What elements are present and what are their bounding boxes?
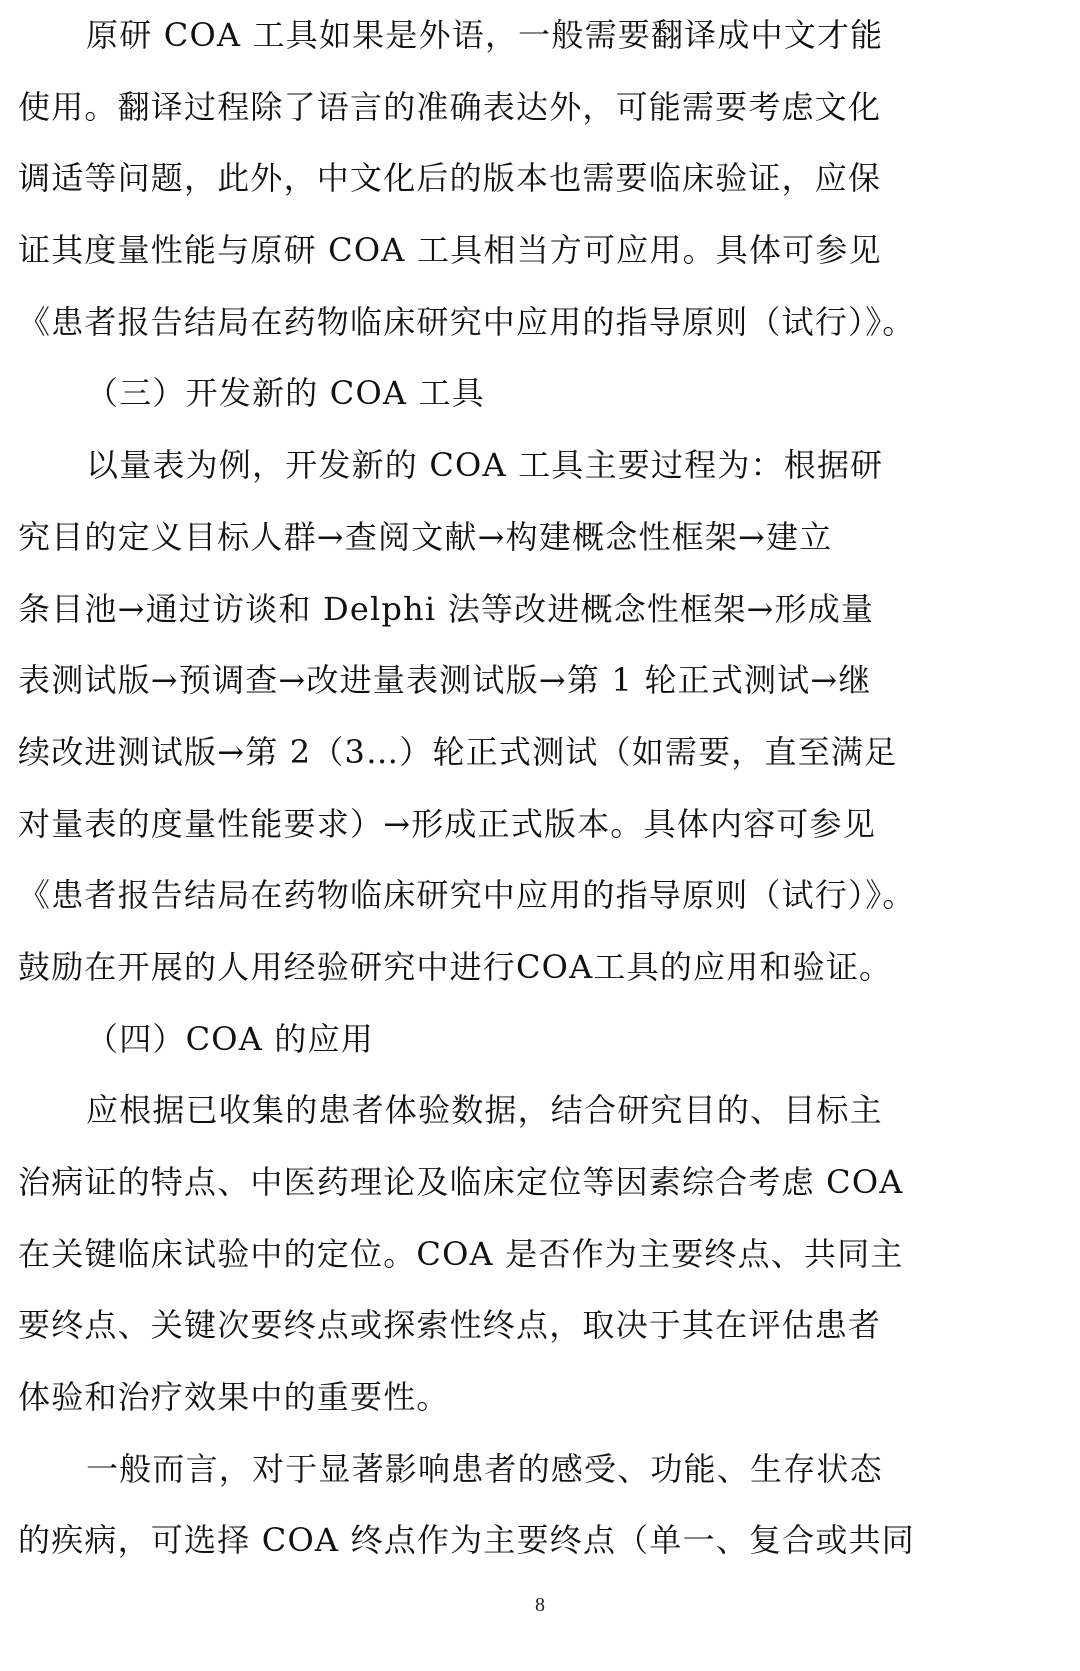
text-line: 《患者报告结局在药物临床研究中应用的指导原则（试行）》。 <box>18 876 916 915</box>
text-line: 要终点、关键次要终点或探索性终点，取决于其在评估患者 <box>18 1306 882 1345</box>
body-text <box>18 0 1058 1577</box>
text-line: 对量表的度量性能要求）→形成正式版本。具体内容可参见 <box>18 804 877 843</box>
text-line: 调适等问题，此外，中文化后的版本也需要临床验证，应保 <box>18 159 882 198</box>
text-line: 条目池→通过访谈和 Delphi 法等改进概念性框架→形成量 <box>18 589 875 628</box>
page-number: 8 <box>535 1594 545 1616</box>
text-line: 的疾病，可选择 COA 终点作为主要终点（单一、复合或共同 <box>18 1521 915 1560</box>
text-line: 体验和治疗效果中的重要性。 <box>18 1378 450 1417</box>
text-line: 以量表为例，开发新的 COA 工具主要过程为：根据研 <box>86 446 884 485</box>
text-line: 治病证的特点、中医药理论及临床定位等因素综合考虑 COA <box>18 1163 904 1201</box>
text-line: 续改进测试版→第 2（3…）轮正式测试（如需要，直至满足 <box>18 732 898 771</box>
text-line: 一般而言，对于显著影响患者的感受、功能、生存状态 <box>86 1449 883 1488</box>
text-line: 表测试版→预调查→改进量表测试版→第 1 轮正式测试→继 <box>18 661 872 700</box>
text-line: （三）开发新的 COA 工具 <box>86 374 485 413</box>
text-line: 证其度量性能与原研 COA 工具相当方可应用。具体可参见 <box>18 231 882 270</box>
text-line: 究目的定义目标人群→查阅文献→构建概念性框架→建立 <box>18 517 833 556</box>
text-line: 《患者报告结局在药物临床研究中应用的指导原则（试行）》。 <box>18 302 916 341</box>
text-line: 应根据已收集的患者体验数据，结合研究目的、目标主 <box>86 1091 883 1130</box>
text-line: （四）COA 的应用 <box>86 1019 375 1058</box>
text-line: 鼓励在开展的人用经验研究中进行COA工具的应用和验证。 <box>18 947 893 986</box>
text-line: 在关键临床试验中的定位。COA 是否作为主要终点、共同主 <box>18 1234 904 1273</box>
text-line: 使用。翻译过程除了语言的准确表达外，可能需要考虑文化 <box>18 87 882 126</box>
text-line: 原研 COA 工具如果是外语，一般需要翻译成中文才能 <box>86 16 884 54</box>
